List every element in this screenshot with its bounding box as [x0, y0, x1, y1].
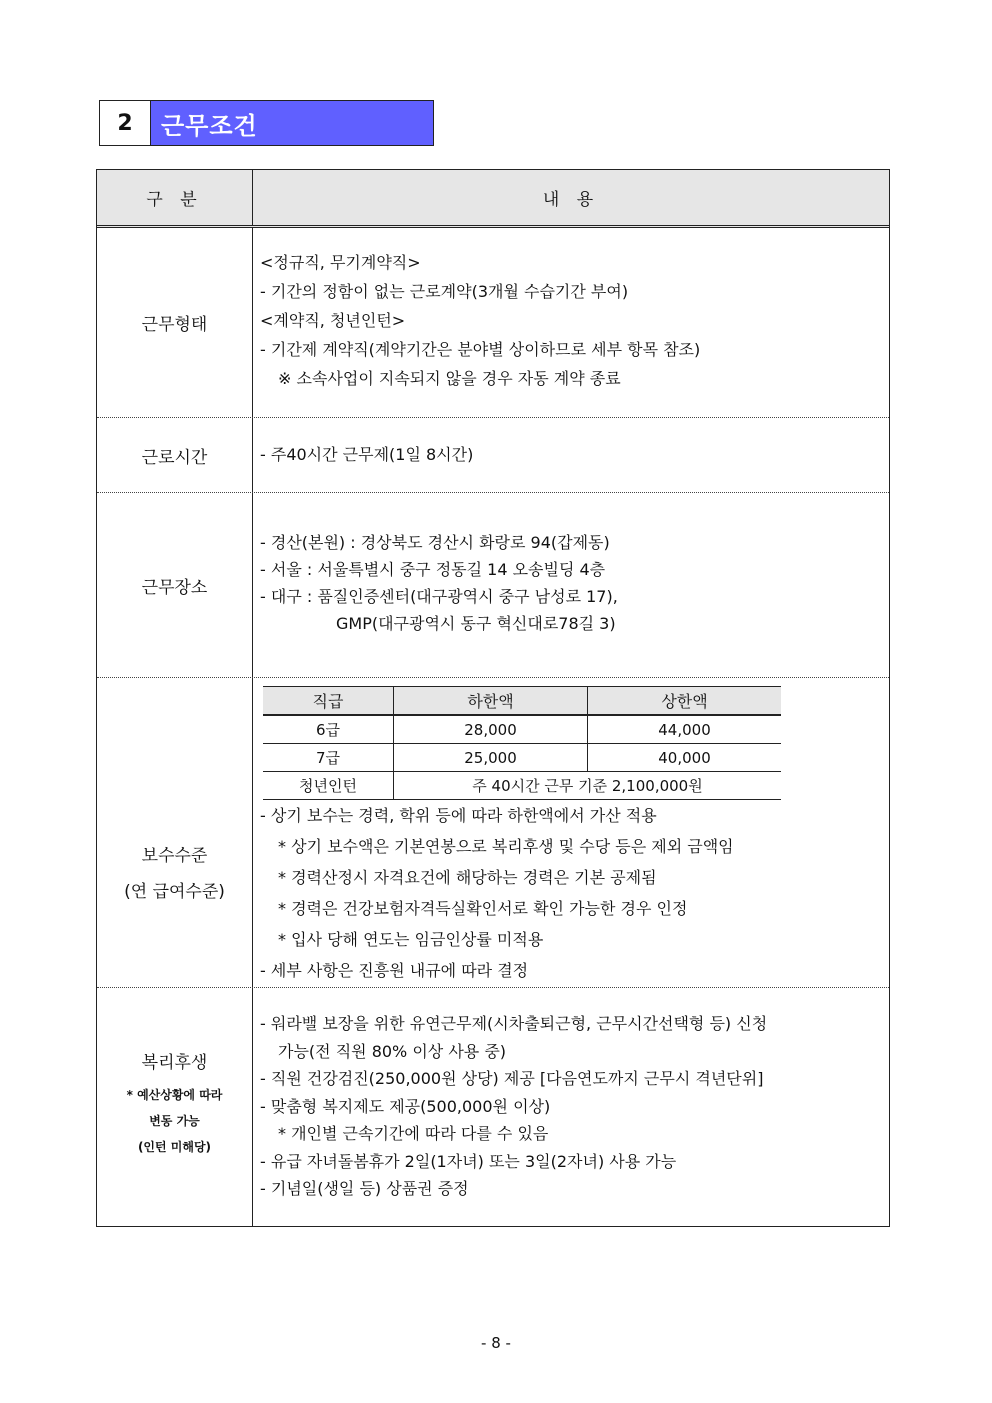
work-conditions-table	[96, 169, 890, 1227]
work-place-content	[253, 493, 889, 677]
pay-header-max: 상한액	[588, 687, 782, 716]
work-type-line: <정규직, 무기계약직>	[260, 253, 421, 272]
salary-note: * 입사 당해 연도는 임금인상률 미적용	[278, 930, 544, 949]
welfare-note: (인턴 미해당)	[137, 1140, 212, 1154]
salary-line: - 세부 사항은 진흥원 내규에 따라 결정	[260, 961, 529, 980]
work-place-line: - 대구 : 품질인증센터(대구광역시 중구 남성로 17),	[260, 587, 618, 606]
work-hours-line: - 주40시간 근무제(1일 8시간)	[260, 445, 474, 464]
work-type-line: - 기간의 정함이 없는 근로계약(3개월 수습기간 부여)	[260, 282, 629, 301]
work-place-line: - 경산(본원) : 경상북도 경산시 화랑로 94(갑제동)	[260, 533, 610, 552]
table-row	[263, 772, 781, 800]
row-work-type	[97, 228, 889, 418]
salary-note: * 경력산정시 자격요건에 해당하는 경력은 기본 공제됨	[278, 868, 657, 887]
pay-header-min: 하한액	[394, 687, 588, 716]
section-title: 근무조건	[151, 101, 433, 145]
welfare-label-main: 복리후생	[141, 1053, 208, 1073]
welfare-label	[97, 988, 253, 1226]
salary-label-main: 보수수준	[141, 846, 208, 866]
table-row	[263, 744, 781, 772]
salary-note: * 경력은 건강보험자격득실확인서로 확인 가능한 경우 인정	[278, 899, 688, 918]
table-row	[263, 715, 781, 744]
welfare-line: - 직원 건강검진(250,000원 상당) 제공 [다음연도까지 근무시 격년단위]	[260, 1069, 764, 1088]
welfare-line: - 맞춤형 복지제도 제공(500,000원 이상)	[260, 1096, 551, 1116]
pay-cell: 6급	[263, 715, 394, 744]
salary-label	[97, 678, 253, 987]
work-place-label: 근무장소	[97, 493, 253, 677]
pay-cell: 25,000	[394, 744, 588, 772]
welfare-line: - 기념일(생일 등) 상품권 증정	[260, 1179, 469, 1198]
pay-table	[263, 686, 781, 800]
work-type-line: - 기간제 계약직(계약기간은 분야별 상이하므로 세부 항목 참조)	[260, 340, 701, 359]
work-type-line: <계약직, 청년인턴>	[260, 311, 406, 330]
header-content: 내 용	[542, 190, 600, 210]
work-hours-content	[253, 418, 889, 492]
section-header	[99, 100, 434, 146]
salary-content	[253, 678, 889, 987]
row-work-hours	[97, 418, 889, 493]
pay-table-header	[263, 687, 781, 716]
pay-cell: 28,000	[394, 715, 588, 744]
welfare-note: * 예산상황에 따라	[126, 1088, 223, 1102]
welfare-line: 가능(전 직원 80% 이상 사용 중)	[278, 1041, 507, 1061]
pay-cell: 44,000	[588, 715, 782, 744]
work-hours-label: 근로시간	[97, 418, 253, 492]
row-work-place	[97, 493, 889, 678]
welfare-note: 변동 가능	[149, 1114, 200, 1128]
pay-cell: 7급	[263, 744, 394, 772]
page-number: - 8 -	[481, 1334, 511, 1352]
work-type-content	[253, 228, 889, 417]
work-type-label: 근무형태	[97, 228, 253, 417]
pay-cell: 40,000	[588, 744, 782, 772]
work-place-line: GMP(대구광역시 동구 혁신대로78길 3)	[336, 614, 616, 633]
row-welfare	[97, 988, 889, 1226]
work-type-note: ※ 소속사업이 지속되지 않을 경우 자동 계약 종료	[278, 369, 621, 388]
pay-header-grade: 직급	[263, 687, 394, 716]
pay-cell: 청년인턴	[263, 772, 394, 800]
pay-cell: 주 40시간 근무 기준 2,100,000원	[394, 772, 782, 800]
salary-line: - 상기 보수는 경력, 학위 등에 따라 하한액에서 가산 적용	[260, 806, 657, 825]
header-category: 구 분	[97, 170, 253, 225]
welfare-line: - 유급 자녀돌봄휴가 2일(1자녀) 또는 3일(2자녀) 사용 가능	[260, 1151, 677, 1171]
salary-note: * 상기 보수액은 기본연봉으로 복리후생 및 수당 등은 제외 금액임	[278, 837, 734, 856]
welfare-content	[253, 988, 889, 1226]
welfare-line: - 워라밸 보장을 위한 유연근무제(시차출퇴근형, 근무시간선택형 등) 신청	[260, 1014, 768, 1033]
welfare-note-line: * 개인별 근속기간에 따라 다를 수 있음	[278, 1124, 549, 1143]
salary-label-sub: (연 급여수준)	[124, 882, 225, 902]
work-place-line: - 서울 : 서울특별시 중구 정동길 14 오송빌딩 4층	[260, 560, 606, 579]
row-salary	[97, 678, 889, 988]
table-header-row	[97, 170, 889, 228]
section-number: 2	[100, 101, 151, 145]
